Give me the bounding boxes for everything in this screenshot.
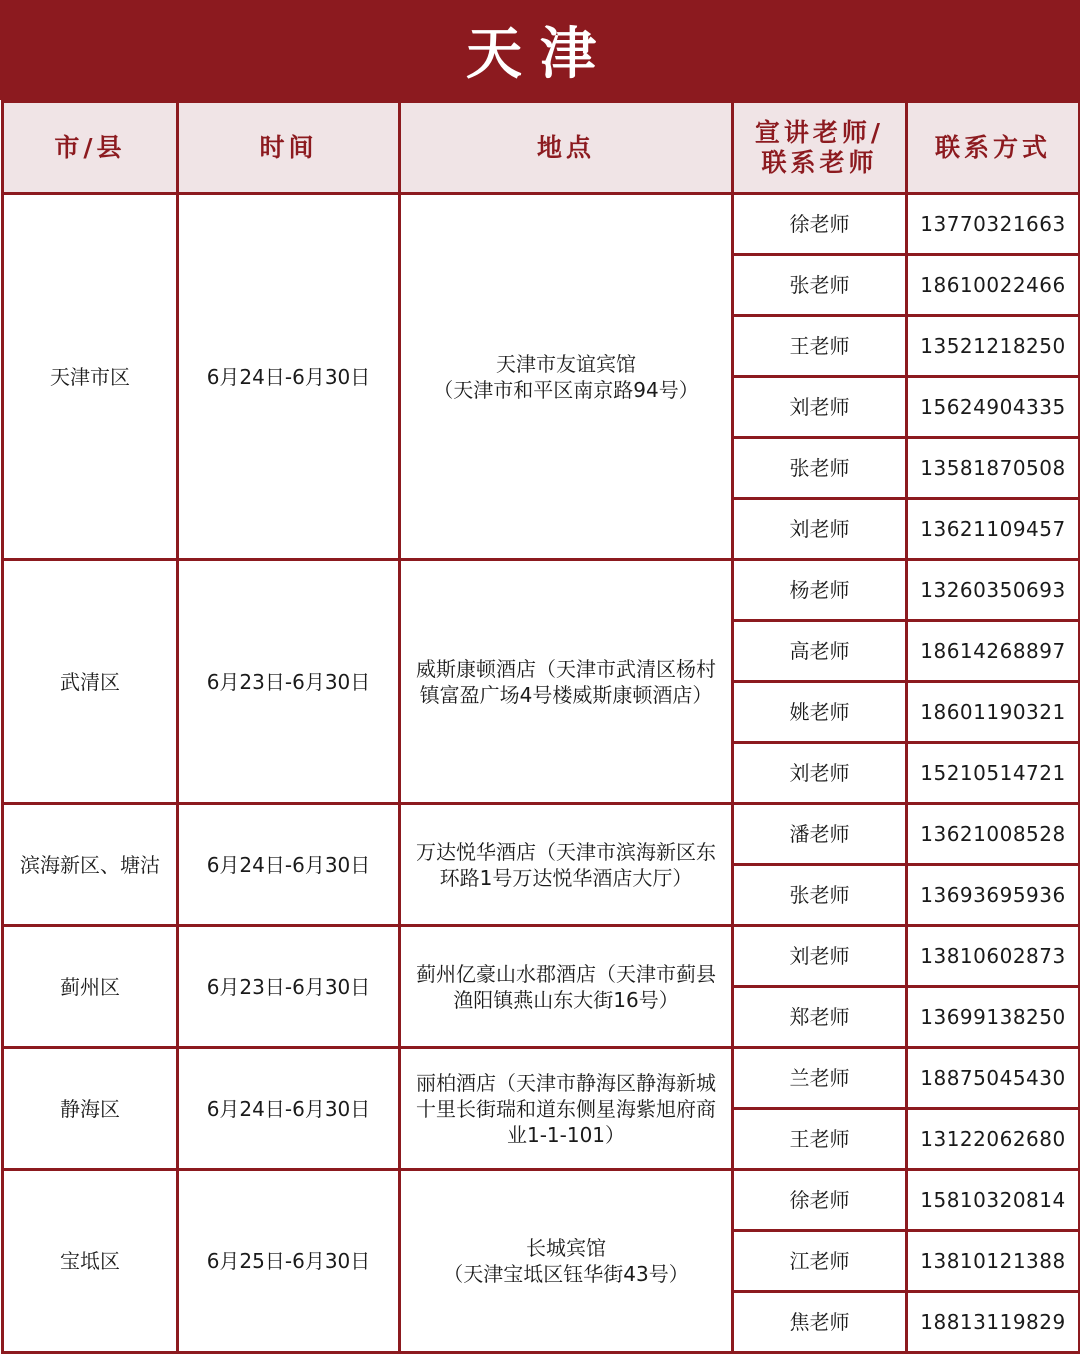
cell-time: 6月23日-6月30日 bbox=[178, 560, 400, 804]
cell-phone: 13810602873 bbox=[907, 926, 1080, 987]
cell-city: 静海区 bbox=[3, 1048, 178, 1170]
cell-teacher: 张老师 bbox=[733, 865, 907, 926]
cell-teacher: 王老师 bbox=[733, 316, 907, 377]
cell-teacher: 张老师 bbox=[733, 438, 907, 499]
cell-phone: 13260350693 bbox=[907, 560, 1080, 621]
cell-phone: 18875045430 bbox=[907, 1048, 1080, 1109]
cell-phone: 18610022466 bbox=[907, 255, 1080, 316]
cell-phone: 18614268897 bbox=[907, 621, 1080, 682]
cell-location: 万达悦华酒店（天津市滨海新区东环路1号万达悦华酒店大厅） bbox=[400, 804, 733, 926]
cell-time: 6月24日-6月30日 bbox=[178, 1048, 400, 1170]
table-row bbox=[3, 1170, 1080, 1231]
cell-phone: 13699138250 bbox=[907, 987, 1080, 1048]
cell-teacher: 刘老师 bbox=[733, 499, 907, 560]
cell-city: 宝坻区 bbox=[3, 1170, 178, 1353]
cell-phone: 13770321663 bbox=[907, 194, 1080, 255]
header-location: 地点 bbox=[400, 102, 733, 194]
cell-teacher: 高老师 bbox=[733, 621, 907, 682]
cell-time: 6月25日-6月30日 bbox=[178, 1170, 400, 1353]
cell-location: 丽柏酒店（天津市静海区静海新城十里长街瑞和道东侧星海紫旭府商业1-1-101） bbox=[400, 1048, 733, 1170]
header-contact: 联系方式 bbox=[907, 102, 1080, 194]
cell-phone: 13521218250 bbox=[907, 316, 1080, 377]
cell-teacher: 刘老师 bbox=[733, 377, 907, 438]
title-banner bbox=[0, 0, 1080, 100]
page-title: 天津 bbox=[466, 21, 614, 87]
cell-time: 6月23日-6月30日 bbox=[178, 926, 400, 1048]
cell-teacher: 焦老师 bbox=[733, 1292, 907, 1353]
cell-teacher: 徐老师 bbox=[733, 194, 907, 255]
table-body bbox=[3, 194, 1080, 1353]
header-teacher-line1: 宣讲老师/ bbox=[754, 117, 885, 147]
table-row bbox=[3, 804, 1080, 865]
cell-phone: 15624904335 bbox=[907, 377, 1080, 438]
cell-phone: 15810320814 bbox=[907, 1170, 1080, 1231]
cell-teacher: 潘老师 bbox=[733, 804, 907, 865]
header-city: 市/县 bbox=[3, 102, 178, 194]
cell-phone: 15210514721 bbox=[907, 743, 1080, 804]
cell-teacher: 张老师 bbox=[733, 255, 907, 316]
cell-phone: 18813119829 bbox=[907, 1292, 1080, 1353]
header-teacher bbox=[733, 102, 907, 194]
cell-city: 天津市区 bbox=[3, 194, 178, 560]
cell-teacher: 姚老师 bbox=[733, 682, 907, 743]
cell-time: 6月24日-6月30日 bbox=[178, 194, 400, 560]
table-row bbox=[3, 560, 1080, 621]
cell-time: 6月24日-6月30日 bbox=[178, 804, 400, 926]
cell-location: 天津市友谊宾馆 （天津市和平区南京路94号） bbox=[400, 194, 733, 560]
cell-phone: 13621008528 bbox=[907, 804, 1080, 865]
cell-teacher: 刘老师 bbox=[733, 743, 907, 804]
table-row bbox=[3, 194, 1080, 255]
schedule-table bbox=[1, 100, 1080, 1354]
cell-city: 滨海新区、塘沽 bbox=[3, 804, 178, 926]
table-row bbox=[3, 926, 1080, 987]
cell-teacher: 江老师 bbox=[733, 1231, 907, 1292]
cell-phone: 13621109457 bbox=[907, 499, 1080, 560]
cell-teacher: 兰老师 bbox=[733, 1048, 907, 1109]
cell-teacher: 杨老师 bbox=[733, 560, 907, 621]
cell-teacher: 郑老师 bbox=[733, 987, 907, 1048]
cell-teacher: 王老师 bbox=[733, 1109, 907, 1170]
header-row bbox=[3, 102, 1080, 194]
cell-location: 威斯康顿酒店（天津市武清区杨村镇富盈广场4号楼威斯康顿酒店） bbox=[400, 560, 733, 804]
cell-phone: 13122062680 bbox=[907, 1109, 1080, 1170]
cell-phone: 13693695936 bbox=[907, 865, 1080, 926]
cell-teacher: 刘老师 bbox=[733, 926, 907, 987]
cell-city: 蓟州区 bbox=[3, 926, 178, 1048]
cell-location: 蓟州亿豪山水郡酒店（天津市蓟县渔阳镇燕山东大街16号） bbox=[400, 926, 733, 1048]
cell-city: 武清区 bbox=[3, 560, 178, 804]
cell-phone: 13581870508 bbox=[907, 438, 1080, 499]
cell-location: 长城宾馆 （天津宝坻区钰华街43号） bbox=[400, 1170, 733, 1353]
header-teacher-line2: 联系老师 bbox=[761, 147, 878, 177]
cell-teacher: 徐老师 bbox=[733, 1170, 907, 1231]
cell-phone: 13810121388 bbox=[907, 1231, 1080, 1292]
cell-phone: 18601190321 bbox=[907, 682, 1080, 743]
header-time: 时间 bbox=[178, 102, 400, 194]
table-row bbox=[3, 1048, 1080, 1109]
